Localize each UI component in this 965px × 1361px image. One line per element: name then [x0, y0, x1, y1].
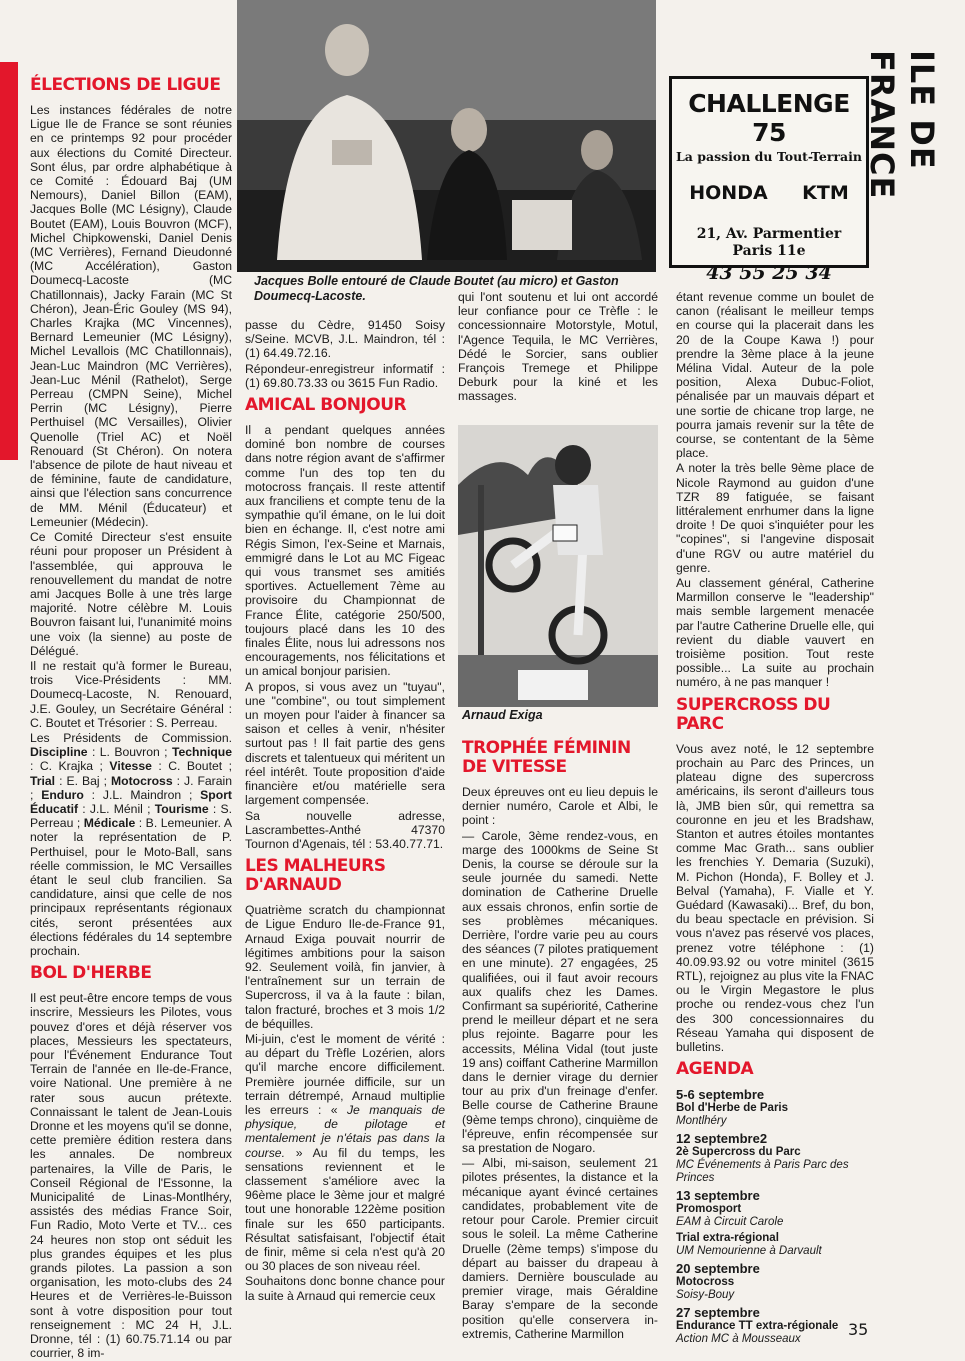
page-number: 35 — [848, 1320, 869, 1339]
paragraph-quote: Mi-juin, c'est le moment de vérité : au départ du Trèfle Lozérien, alors qu'il marche encore difficilement. Première journée difficile, sur un terrain détrempé, Arnaud multiplie les erreurs : « Je manquais de physique, de pilotage et mentalement je n'étais pas dans la course. » Au fil du temps, les sensations reviennent et le classement s'améliore avec la 96ème place le 3ème jour et malgré tout une honorable 122ème position finale sur les 650 participants. Résultat satisfaisant, l'objectif était de finir, même si cela n'est qu'à 20 ou 30 places de son niveau réel. — [245, 1031, 445, 1274]
heading-elections: ÉLECTIONS DE LIGUE — [30, 75, 221, 95]
paragraph: Ce Comité Directeur s'est ensuite réuni pour proposer un Président à l'assemblée, qui approuva le renouvellement du mandat de notre ami Jacques Bolle à une très large majorité. Notre célèbre M. Louis Bouvron faisant lui, l'unanimité moins une voix (la sienne) au poste de Délégué. — [30, 530, 232, 658]
heading-malheurs-arnaud: LES MALHEURS D'ARNAUD — [245, 856, 386, 896]
paragraph: Quatrième scratch du championnat de Ligue Enduro Ile-de-France 91, Arnaud Exiga pouvait nourrir de légitimes ambitions pour la saison 92. Seulement voilà, fin janvier, à l'entraînement sur un terrain de Supercross, il va à la faute : bilan, talon fracturé, broches et 3 mois 1/2 de béquilles. — [245, 903, 445, 1031]
paragraph: Les instances fédérales de notre Ligue Ile de France se sont réunies en ce printemps 92 pour procéder aux élections du Comité Directeur. Sont élus, par ordre alphabétique à ce Comité : Édouard Baj (UM Nemours), Daniel Billon (EAM), Jacques Bolle (MC Lésigny), Claude Boutet (EAM), Louis Bouvron (MCF), Michel Chipkowenski, Daniel Denis (MC Verrières), Fernand Dieudonné (MC Accélération), Gaston Doumecq-Lacoste (MC Chatillonnais), Jacky Farain (MC St Chéron), Jean-Éric Gouley (MS 94), Charles Krajka (MC Vincennes), Bernard Lemeunier (MC Lésigny), Michel Levallois (MC Chatillonnais), Jean-Luc Maindron (MC Verrières), Jean-Luc Ménil (Rathelot), Serge Perreau (CMPN Seine), Michel Perrin (MC Lésigny), Pierre Perthuisel (MC Versailles), Olivier Quenolle (Triel AC) et Noël Renouard (St Chéron). On notera l'absence de pilote de haut niveau et de féminine, faute de candidature, ainsi que l'élection sans concurrence de MM. Ménil (Éducateur) et Lemeunier (Médecin). — [30, 103, 232, 529]
paragraph: Il a pendant quelques années dominé bon nombre de courses dans notre région avant de s'affirmer comme l'un des top ten du motocross français. Il reste attentif aux franciliens et compte tenu de la sympathie qu'il émane, on le lui doit bien en échange. Il, c'est notre ami Régis Simon, l'ex-Seine et Marnais, emmigré dans le Lot au MC Figeac qui vous transmet ses amitiés sportives. Actuellement 7ème au provisoire du Championnat de France Élite, catégorie 250/500, toujours placé dans les 10 des finales Élite, nous lui adressons nos encouragements, nos félicitations et un amical bonjour parisien. — [245, 423, 445, 679]
agenda-event-name: Motocross — [676, 1276, 735, 1289]
paragraph: — Carole, 3ème rendez-vous, en marge des 1000kms de Seine St Denis, la course se déroule sur la seule journée du samedi. Nette domination de Catherine Druelle aux essais chronos, enfin sortie de ses problèmes mécaniques. Derrière, l'ordre varie peu au cours des séances (7 pilotes pratiquement en une minute). 27 engagées, 25 qualifiées, oui il faut avoir recours aux qualifs chez les Dames. Confirmant sa supériorité, Catherine prend le meilleur départ et ne sera plus rejointe. Bagarre pour les accessits, Mélina Vidal (tout juste 19 ans) coiffant Catherine Marmillon dans le dernier virage du dernier tour au prix d'un freinage d'enfer. Belle course de Catherine Braune (9ème temps chrono), cinquième de l'épreuve, enfin récompensée sur sa prestation de Nogaro. — [462, 828, 658, 1156]
column-1 — [30, 70, 232, 1361]
agenda-date: 12 septembre2 — [676, 1131, 768, 1147]
paragraph: — Albi, mi-saison, seulement 21 pilotes présentes, la distance et la mécanique ayant évincé certaines candidates, probablement vite de retour pour Carole. Premier circuit sous le soleil. La même Catherine Druelle (2ème temps) s'impose du départ au baisser du drapeau à damiers. Dernière bousculade au premier virage, mais Géraldine Baray s'empare de la seconde position qu'elle conservera in-extremis, Catherine Marmillon — [462, 1156, 658, 1341]
agenda-event-name: Endurance TT extra-régionale — [676, 1320, 839, 1333]
agenda-date: 5-6 septembre — [676, 1087, 765, 1103]
paragraph: étant revenue comme un boulet de canon (réalisant le meilleur temps en course qui la placerait dans les 20 de la Coupe Kawa !) pour prendre la 3ème place à la jeune Mélina Vidal. Auteur de la pole position, Alexa Dubuc-Foliot, pénalisée par un mauvais départ et une sortie de chicane trop large, ne pourra jamais revenir sur la tête de course, se contentant de la 5ème place. — [676, 290, 874, 461]
paragraph: A noter la très belle 9ème place de Nicole Raymond au guidon d'une TZR 89 fatiguée, se faisant littéralement enrhumer dans la ligne droite ! De quoi s'inquiéter pour les "copines", si l'angevine disposait d'une RGV ou autre matériel du genre. — [676, 461, 874, 575]
paragraph: Au classement général, Catherine Marmillon conserve le "leadership" mais semble largement menacée par l'autre Catherine Druelle elle, qui revient du diable vauvert en troisième position. Tout reste possible... La suite au prochain numéro, à ne pas manquer ! — [676, 576, 874, 690]
photo-meeting — [237, 0, 656, 272]
column-3b — [462, 733, 658, 1342]
paragraph: Sa nouvelle adresse, Lascrambettes-Anthé 47370 Tournon d'Agenais, tél : 53.40.77.71. — [245, 808, 445, 851]
heading-supercross: SUPERCROSS DU PARC — [676, 694, 831, 734]
paragraph: Souhaitons donc bonne chance pour la suite à Arnaud qui remercie ceux — [245, 1274, 445, 1303]
paragraph: Il est peut-être encore temps de vous inscrire, Messieurs les Pilotes, vous pouvez d'ores et déjà réserver vos places, Messieurs les spectateurs, pour l'Événement Endurance Tout Terrain de l'année en Ile-de-France, voire National. Une première à ne rater sous aucun prétexte. Connaissant le talent de Jean-Louis Dronne et les moyens qu'il se donne, cette première édition restera dans les annales. De nombreux partenaires, la Ville de Paris, le Conseil Régional de l'Essonne, la Municipalité de Linas-Montlhéry, assistés des médias France Soir, Fun Radio, Moto Verte et TV... ces 24 heures non stop ont séduit les plus grandes équipes et les plus grands pilotes. La passion a son organisation, les moto-clubs des 24 Heures et de Verrières-le-Buisson sont à votre disposition pour tout renseignement : MC 24 H, J.L. Dronne, tél : (1) 60.75.71.14 ou par courrier, 8 im- — [30, 991, 232, 1361]
paragraph: Deux épreuves ont eu lieu depuis le dernier numéro, Carole et Albi, le point : — [462, 785, 658, 828]
ad-address — [672, 226, 866, 260]
agenda-event-name: Trial extra-régional — [676, 1232, 779, 1245]
ad-subtitle: La passion du Tout-Terrain — [676, 149, 862, 164]
heading-amical-bonjour: AMICAL BONJOUR — [245, 395, 407, 416]
column-2 — [245, 318, 445, 1304]
agenda-event-name: Promosport — [676, 1203, 742, 1216]
photo-motocross-caption: Arnaud Exiga — [462, 708, 543, 722]
ad-brands — [672, 182, 866, 204]
photo-meeting-illustration — [237, 0, 656, 272]
agenda-event-place: UM Nemourienne à Darvault — [676, 1245, 822, 1258]
red-margin-bar — [0, 62, 18, 460]
paragraph: A propos, si vous avez un "tuyau", une "combine", ou tout simplement un moyen pour l'aider à financer sa saison et celles à venir, n'hésiter surtout pas ! Il fait partie des gens discrets et talentueux qui méritent un réel intérêt. Toute proposition d'aide financière et/ou matérielle sera largement compensée. — [245, 679, 445, 808]
photo-motocross-illustration — [458, 425, 658, 707]
agenda-date: 20 septembre — [676, 1261, 760, 1277]
section-title-vertical: ILE DE FRANCE — [863, 50, 941, 200]
ad-title: CHALLENGE 75 — [688, 89, 850, 147]
heading-bol-dherbe: BOL D'HERBE — [30, 963, 152, 984]
paragraph: Répondeur-enregistreur informatif : (1) 69.80.73.33 ou 3615 Fun Radio. — [245, 361, 445, 390]
agenda-date: 27 septembre — [676, 1305, 760, 1321]
agenda-event-name: 2è Supercross du Parc — [676, 1146, 801, 1159]
paragraph-commissions: Les Présidents de Commission. Discipline : L. Bouvron ; Technique : C. Krajka ; Vitesse : C. Boutet ; Trial : E. Baj ; Motocross : J. Farain ; Enduro : J.L. Maindron ; Sport Éducatif : J.L. Ménil ; Tourisme : S. Perreau ; Médicale : B. Lemeunier. A noter la représentation de P. Perthuisel, pour le Moto-Ball, sans réelle commission, le MC Versailles étant le seul club francilien. Sa candidature, ainsi que celle de nos principaux représentants régionaux cités, seront présentées aux élections fédérales du 14 septembre prochain. — [30, 730, 232, 958]
agenda-list — [676, 1087, 874, 1346]
agenda-event-name: Bol d'Herbe de Paris — [676, 1102, 789, 1115]
column-4 — [676, 290, 874, 1349]
photo-meeting-caption: Jacques Bolle entouré de Claude Boutet (au micro) et Gaston Doumecq-Lacoste. — [254, 274, 619, 303]
ad-challenge75 — [669, 76, 869, 284]
paragraph: passe du Cèdre, 91450 Soisy s/Seine. MCVB, J.L. Maindron, tél : (1) 64.49.72.16. — [245, 318, 445, 361]
agenda-event-place: MC Événements à Paris Parc des Princes — [676, 1159, 849, 1185]
ad-phone: 43 55 25 34 — [706, 262, 832, 284]
heading-agenda: AGENDA — [676, 1059, 754, 1080]
agenda-event-place: Montlhéry — [676, 1115, 727, 1128]
agenda-event-place: Action MC à Mousseaux — [676, 1333, 801, 1346]
photo-motocross — [458, 425, 658, 707]
heading-trophee-feminin: TROPHÉE FÉMININ DE VITESSE — [462, 738, 631, 777]
ad-brand-honda: HONDA — [689, 182, 768, 204]
ad-address-line1: 21, Av. Parmentier — [696, 226, 842, 242]
paragraph: Il ne restait qu'à former le Bureau, trois Vice-Présidents : MM. Doumecq-Lacoste, N. Renouard, J.E. Gouley, un Secrétaire Général : C. Boutet et Trésorier : S. Perreau. — [30, 658, 232, 730]
agenda-event-place: EAM à Circuit Carole — [676, 1216, 784, 1229]
paragraph: Vous avez noté, le 12 septembre prochain au Parc des Princes, un plateau digne des supercross américains, ils seront d'ailleurs tous là, JMB bien sûr, qui remettra sa couronne en jeu et les Bradshaw, Stanton et autres étoiles montantes comme Mac Grath... sans oublier les frenchies Y. Demaria (Suzuki), M. Pichon (Honda), F. Bolley et J. Belval (Yamaha), F. Vialle et Y. Guédard (Kawasaki)... Bref, du bon, du beau spectacle en prévision. Si vous n'avez pas réservé vos places, prenez votre téléphone : (1) 40.09.93.92 ou votre minitel (3615 RTL), rejoignez au plus vite la FNAC ou le Virgin Megastore le plus proche ou rendez-vous chez l'un des 300 concessionnaires du Réseau Yamaha qui disposent de bulletins. — [676, 741, 874, 1054]
ad-address-line2: Paris 11e — [732, 243, 806, 259]
ad-brand-ktm: KTM — [802, 182, 849, 204]
agenda-event-place: Soisy-Bouy — [676, 1289, 735, 1302]
column-3 — [458, 290, 658, 405]
agenda-date: 13 septembre — [676, 1188, 760, 1204]
paragraph: qui l'ont soutenu et lui ont accordé leur confiance pour ce Trèfle : le concessionnaire Motorstyle, Motul, l'Agence Tequila, le MC Verrières, Dédé le Sorcier, sans oublier François Tremege et Philippe Deburk pour la kiné et les massages. — [458, 290, 658, 404]
